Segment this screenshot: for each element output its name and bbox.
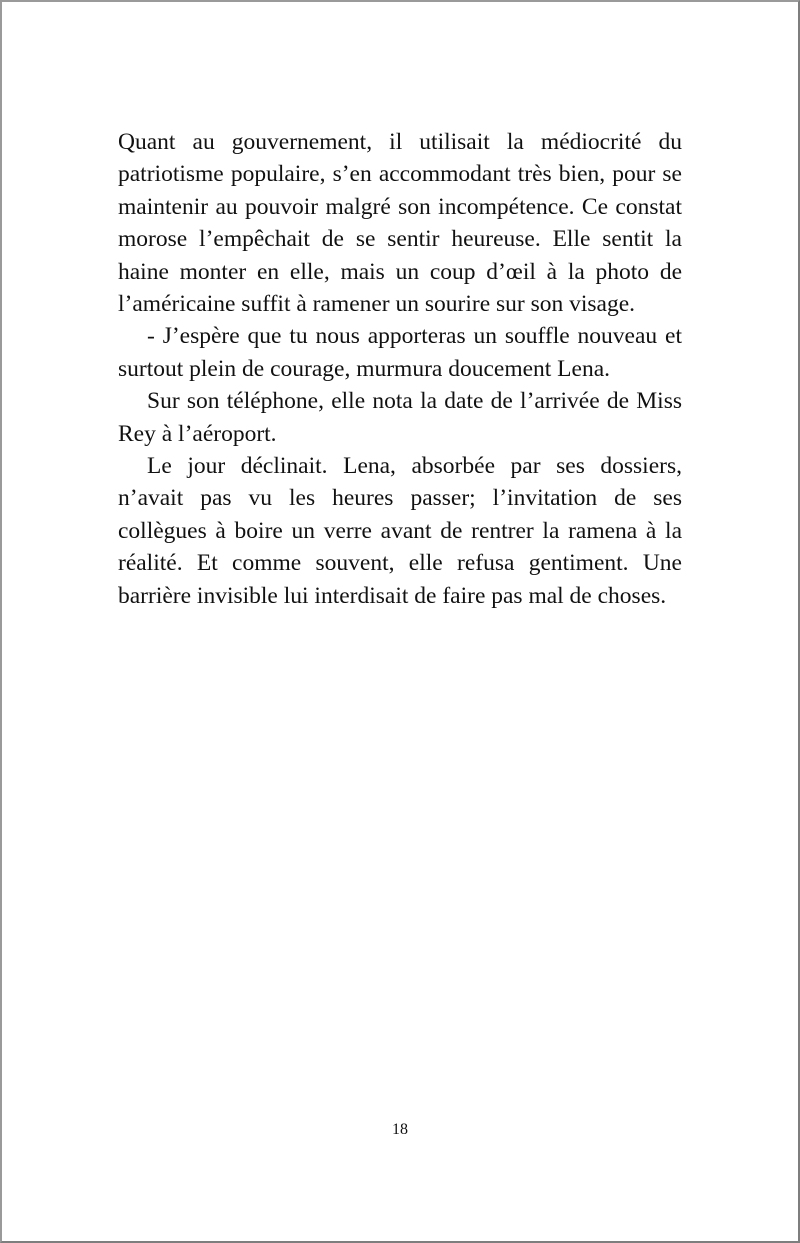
paragraph-government: Quant au gouvernement, il utilisait la médiocrité du patriotisme populaire, s’en accommodant très bien, pour se maintenir au pouvoir malgré son incompétence. Ce constat morose l’empêchait de se sentir heureuse. Elle sentit la haine monter en elle, mais un coup d’œil à la photo de l’américaine suffit à ramener un sourire sur son visage. bbox=[118, 129, 682, 318]
paragraph-evening: Le jour déclinait. Lena, absorbée par ses dossiers, n’avait pas vu les heures passer; l’invitation de ses collègues à boire un verre avant de rentrer la ramena à la réalité. Et comme souvent, elle refusa gentiment. Une barrière invisible lui interdisait de faire pas mal de choses. bbox=[118, 453, 682, 609]
paragraph-dialogue: - J’espère que tu nous apporteras un souffle nouveau et surtout plein de courage, murmura doucement Lena. bbox=[118, 323, 682, 382]
body-text bbox=[118, 126, 682, 612]
paragraph-phone: Sur son téléphone, elle nota la date de l’arrivée de Miss Rey à l’aéroport. bbox=[118, 388, 682, 447]
page-number: 18 bbox=[392, 1121, 408, 1138]
